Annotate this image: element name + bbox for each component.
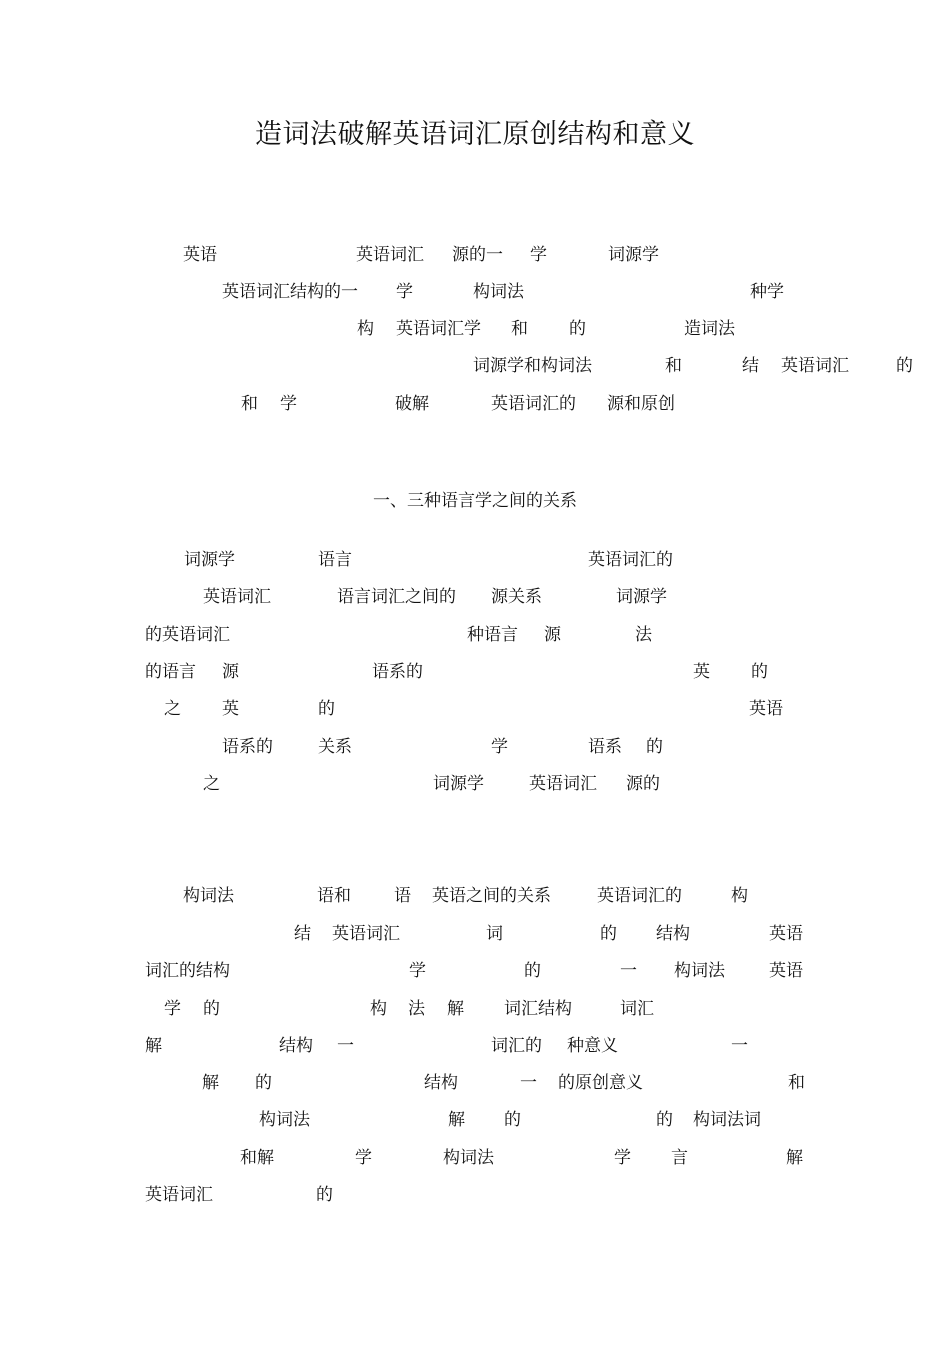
- text-fragment: 英语词汇的: [588, 550, 673, 570]
- text-line: [0, 772, 950, 796]
- text-fragment: 的: [896, 356, 913, 376]
- text-fragment: 词汇结构: [504, 999, 572, 1019]
- text-fragment: 和: [241, 394, 258, 414]
- text-line: [0, 392, 950, 416]
- text-fragment: 源的: [626, 774, 660, 794]
- text-fragment: 的: [316, 1185, 333, 1205]
- text-fragment: 英语词汇的: [597, 886, 682, 906]
- text-fragment: 词源学: [433, 774, 484, 794]
- text-fragment: 学: [409, 961, 426, 981]
- text-fragment: 和: [788, 1073, 805, 1093]
- text-fragment: 英语词汇: [145, 1185, 213, 1205]
- text-fragment: 学: [164, 999, 181, 1019]
- text-fragment: 语言词汇之间的: [337, 587, 456, 607]
- text-fragment: 造词法: [684, 319, 735, 339]
- text-fragment: 构: [370, 999, 387, 1019]
- text-fragment: 的: [600, 924, 617, 944]
- text-fragment: 的: [569, 319, 586, 339]
- text-fragment: 的: [524, 961, 541, 981]
- text-fragment: 词源学: [608, 245, 659, 265]
- text-fragment: 种学: [750, 282, 784, 302]
- text-fragment: 词源学: [184, 550, 235, 570]
- text-fragment: 之: [203, 774, 220, 794]
- text-line: [0, 1108, 950, 1132]
- text-fragment: 的语言: [145, 662, 196, 682]
- text-line: [0, 548, 950, 572]
- text-fragment: 源: [544, 625, 561, 645]
- text-fragment: 英语: [769, 961, 803, 981]
- text-fragment: 和解: [240, 1148, 274, 1168]
- text-fragment: 的: [656, 1110, 673, 1130]
- text-fragment: 的原创意义: [558, 1073, 643, 1093]
- text-line: [0, 585, 950, 609]
- text-fragment: 学: [280, 394, 297, 414]
- text-fragment: 关系: [318, 737, 352, 757]
- text-fragment: 和: [511, 319, 528, 339]
- text-fragment: 英: [222, 699, 239, 719]
- text-line: [0, 997, 950, 1021]
- text-line: [0, 1183, 950, 1207]
- section-heading: 一、三种语言学之间的关系: [373, 491, 577, 511]
- text-line: [0, 623, 950, 647]
- text-line: [0, 1146, 950, 1170]
- text-fragment: 源和原创: [607, 394, 675, 414]
- text-fragment: 词源学和构词法: [473, 356, 592, 376]
- text-fragment: 英语: [769, 924, 803, 944]
- text-fragment: 种意义: [567, 1036, 618, 1056]
- text-fragment: 解: [447, 999, 464, 1019]
- text-fragment: 法: [635, 625, 652, 645]
- text-fragment: 结构: [424, 1073, 458, 1093]
- text-line: [0, 922, 950, 946]
- text-fragment: 结: [742, 356, 759, 376]
- text-fragment: 英语词汇: [356, 245, 424, 265]
- text-fragment: 结构: [279, 1036, 313, 1056]
- text-fragment: 一: [620, 961, 637, 981]
- text-line: [0, 884, 950, 908]
- text-fragment: 解: [202, 1073, 219, 1093]
- text-fragment: 的: [751, 662, 768, 682]
- text-fragment: 英语: [749, 699, 783, 719]
- text-fragment: 英: [693, 662, 710, 682]
- text-fragment: 构: [357, 319, 374, 339]
- document-title: 造词法破解英语词汇原创结构和意义: [255, 119, 695, 150]
- text-fragment: 英语词汇: [529, 774, 597, 794]
- text-fragment: 英语词汇的: [491, 394, 576, 414]
- text-fragment: 和: [665, 356, 682, 376]
- text-fragment: 法: [408, 999, 425, 1019]
- text-line: [0, 735, 950, 759]
- text-fragment: 的英语词汇: [145, 625, 230, 645]
- text-fragment: 词汇的结构: [145, 961, 230, 981]
- text-line: [0, 697, 950, 721]
- text-fragment: 构词法: [443, 1148, 494, 1168]
- text-fragment: 破解: [395, 394, 429, 414]
- text-line: [0, 280, 950, 304]
- text-fragment: 源的一: [452, 245, 503, 265]
- text-line: [0, 243, 950, 267]
- text-fragment: 英语词汇学: [396, 319, 481, 339]
- text-line: [0, 317, 950, 341]
- text-fragment: 结构: [656, 924, 690, 944]
- text-fragment: 学: [355, 1148, 372, 1168]
- text-fragment: 学: [491, 737, 508, 757]
- text-fragment: 的: [318, 699, 335, 719]
- text-fragment: 语系的: [222, 737, 273, 757]
- text-fragment: 学: [614, 1148, 631, 1168]
- text-fragment: 的: [203, 999, 220, 1019]
- text-fragment: 种语言: [467, 625, 518, 645]
- text-fragment: 构词法: [259, 1110, 310, 1130]
- text-fragment: 的: [255, 1073, 272, 1093]
- text-fragment: 解: [448, 1110, 465, 1130]
- text-line: [0, 1071, 950, 1095]
- text-fragment: 一: [731, 1036, 748, 1056]
- text-fragment: 词: [486, 924, 503, 944]
- text-fragment: 一: [520, 1073, 537, 1093]
- text-fragment: 语言: [318, 550, 352, 570]
- text-line: [0, 354, 950, 378]
- text-fragment: 词源学: [616, 587, 667, 607]
- text-fragment: 结: [294, 924, 311, 944]
- text-fragment: 构: [731, 886, 748, 906]
- text-fragment: 英语: [183, 245, 217, 265]
- text-fragment: 源: [222, 662, 239, 682]
- text-fragment: 源关系: [491, 587, 542, 607]
- text-fragment: 学: [396, 282, 413, 302]
- text-fragment: 语: [394, 886, 411, 906]
- text-fragment: 学: [530, 245, 547, 265]
- text-fragment: 英语词汇: [781, 356, 849, 376]
- text-fragment: 构词法: [674, 961, 725, 981]
- text-fragment: 英语词汇: [203, 587, 271, 607]
- text-line: [0, 959, 950, 983]
- text-fragment: 解: [786, 1148, 803, 1168]
- text-fragment: 之: [164, 699, 181, 719]
- text-fragment: 词汇的: [491, 1036, 542, 1056]
- text-fragment: 言: [671, 1148, 688, 1168]
- text-fragment: 的: [504, 1110, 521, 1130]
- text-fragment: 词汇: [620, 999, 654, 1019]
- text-fragment: 解: [145, 1036, 162, 1056]
- text-line: [0, 660, 950, 684]
- text-fragment: 语和: [317, 886, 351, 906]
- text-fragment: 构词法: [473, 282, 524, 302]
- text-fragment: 的: [646, 737, 663, 757]
- text-fragment: 语系: [588, 737, 622, 757]
- text-fragment: 英语词汇结构的一: [222, 282, 358, 302]
- text-fragment: 一: [337, 1036, 354, 1056]
- text-fragment: 构词法: [183, 886, 234, 906]
- text-fragment: 构词法词: [693, 1110, 761, 1130]
- text-fragment: 英语之间的关系: [432, 886, 551, 906]
- text-fragment: 英语词汇: [332, 924, 400, 944]
- text-line: [0, 1034, 950, 1058]
- text-fragment: 语系的: [372, 662, 423, 682]
